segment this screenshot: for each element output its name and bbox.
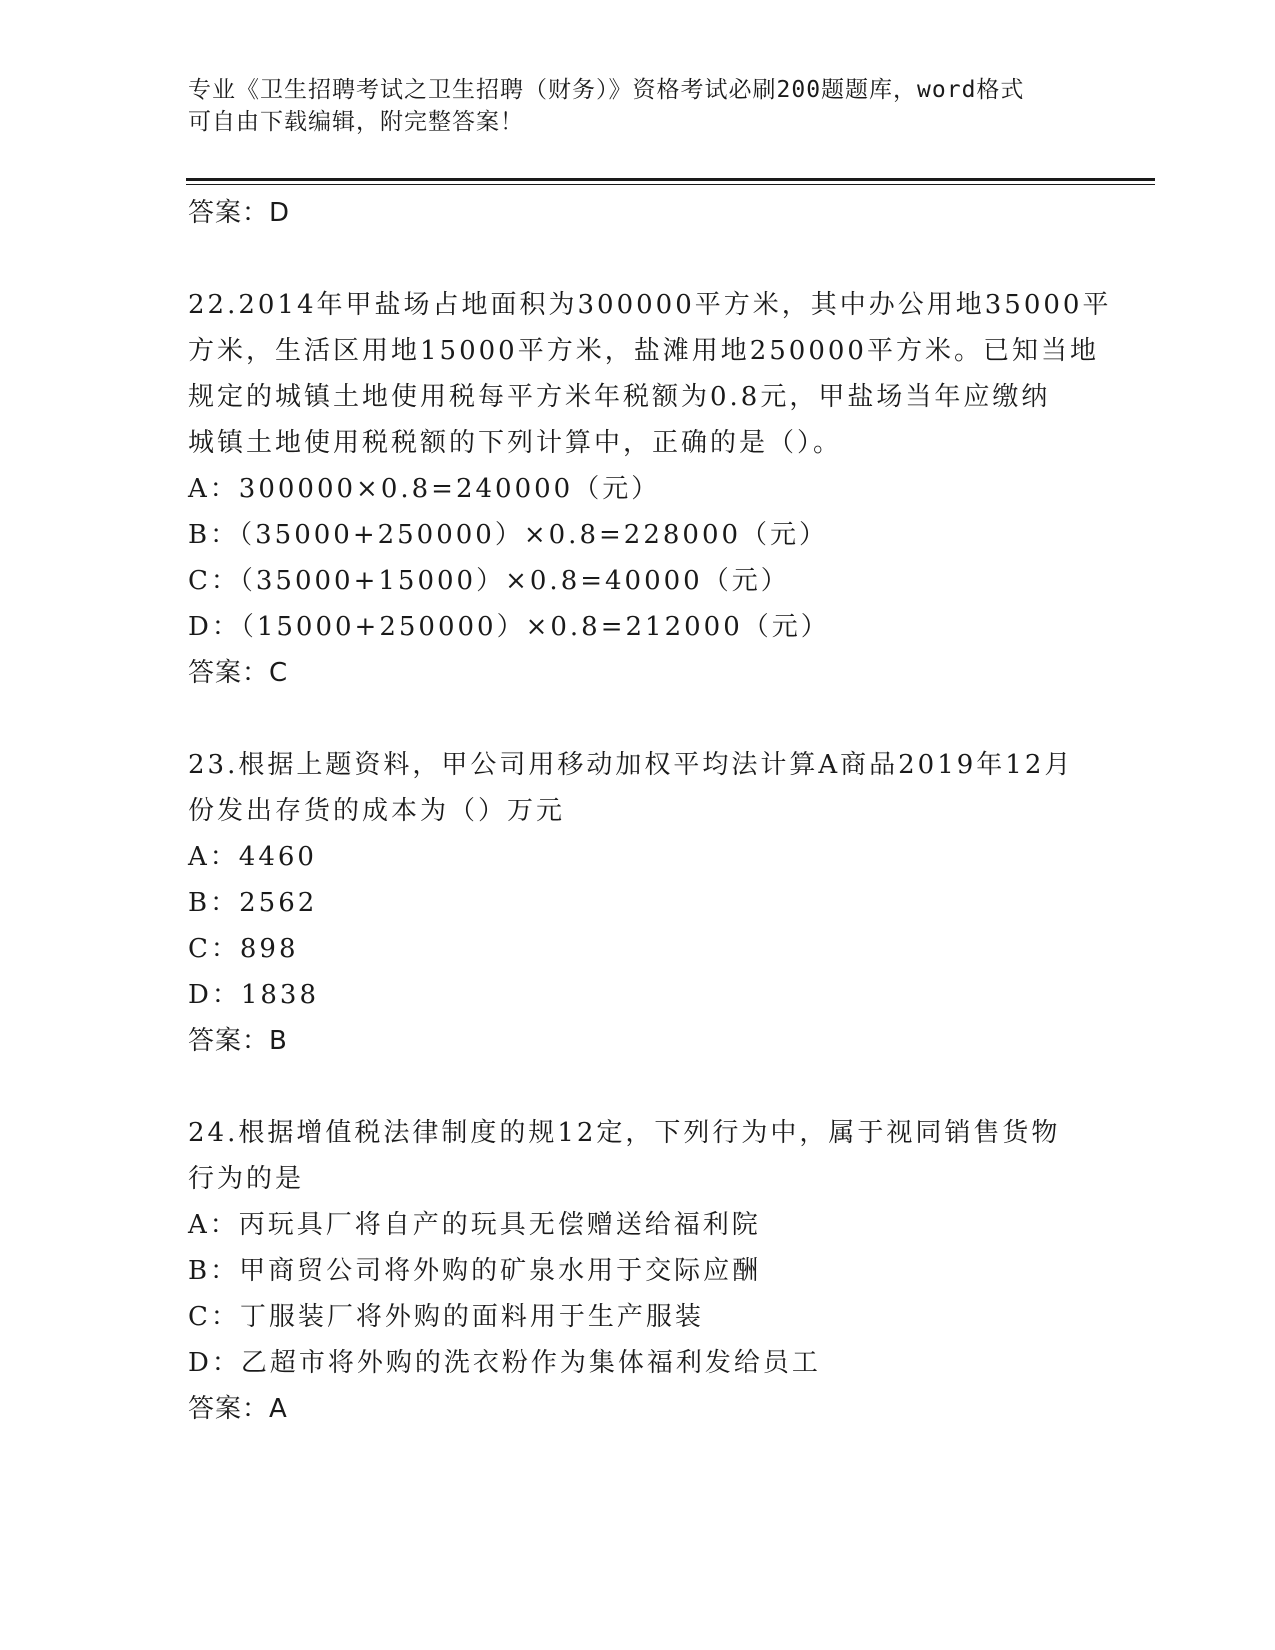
option-a: A：300000×0.8=240000（元） [188, 474, 661, 504]
option-c: C：898 [188, 934, 299, 964]
question-23 [188, 742, 1088, 1064]
document-body [188, 190, 1112, 1432]
option-b: B：（35000+250000）×0.8=228000（元） [188, 520, 829, 550]
answer: 答案：C [188, 658, 289, 688]
question-text-line: 方米，生活区用地15000平方米，盐滩用地250000平方米。已知当地 [188, 336, 1099, 366]
question-text-line: 份发出存货的成本为（）万元 [188, 796, 566, 826]
question-24 [188, 1110, 1088, 1432]
option-d: D：1838 [188, 980, 320, 1010]
question-text-line: 23.根据上题资料，甲公司用移动加权平均法计算A商品2019年12月 [188, 750, 1074, 780]
option-b: B：甲商贸公司将外购的矿泉水用于交际应酬 [188, 1256, 762, 1286]
question-text-line: 城镇土地使用税税额的下列计算中，正确的是（）。 [188, 428, 843, 458]
spacer [188, 696, 1088, 742]
question-text-line: 22.2014年甲盐场占地面积为300000平方米，其中办公用地35000平 [188, 290, 1112, 320]
header-line-2: 可自由下载编辑，附完整答案！ [188, 109, 524, 135]
header-line-1: 专业《卫生招聘考试之卫生招聘（财务）》资格考试必刷200题题库，word格式 [188, 77, 1025, 103]
question-text-line: 规定的城镇土地使用税每平方米年税额为0.8元，甲盐场当年应缴纳 [188, 382, 1051, 412]
option-a: A：丙玩具厂将自产的玩具无偿赠送给福利院 [188, 1210, 761, 1240]
spacer [188, 236, 1088, 282]
previous-answer: 答案：D [188, 198, 291, 228]
spacer [188, 1064, 1088, 1110]
option-c: C：（35000+15000）×0.8=40000（元） [188, 566, 790, 596]
question-text-line: 行为的是 [188, 1164, 305, 1194]
option-d: D：（15000+250000）×0.8=212000（元） [188, 612, 830, 642]
option-a: A：4460 [188, 842, 317, 872]
document-header [188, 74, 1068, 138]
question-22 [188, 282, 1112, 696]
answer: 答案：B [188, 1026, 288, 1056]
option-d: D：乙超市将外购的洗衣粉作为集体福利发给员工 [188, 1348, 821, 1378]
option-b: B：2562 [188, 888, 318, 918]
answer: 答案：A [188, 1394, 288, 1424]
option-c: C：丁服装厂将外购的面料用于生产服装 [188, 1302, 704, 1332]
header-rule-thin [186, 184, 1155, 185]
question-text-line: 24.根据增值税法律制度的规12定，下列行为中，属于视同销售货物 [188, 1118, 1061, 1148]
header-rule-thick [186, 178, 1155, 181]
